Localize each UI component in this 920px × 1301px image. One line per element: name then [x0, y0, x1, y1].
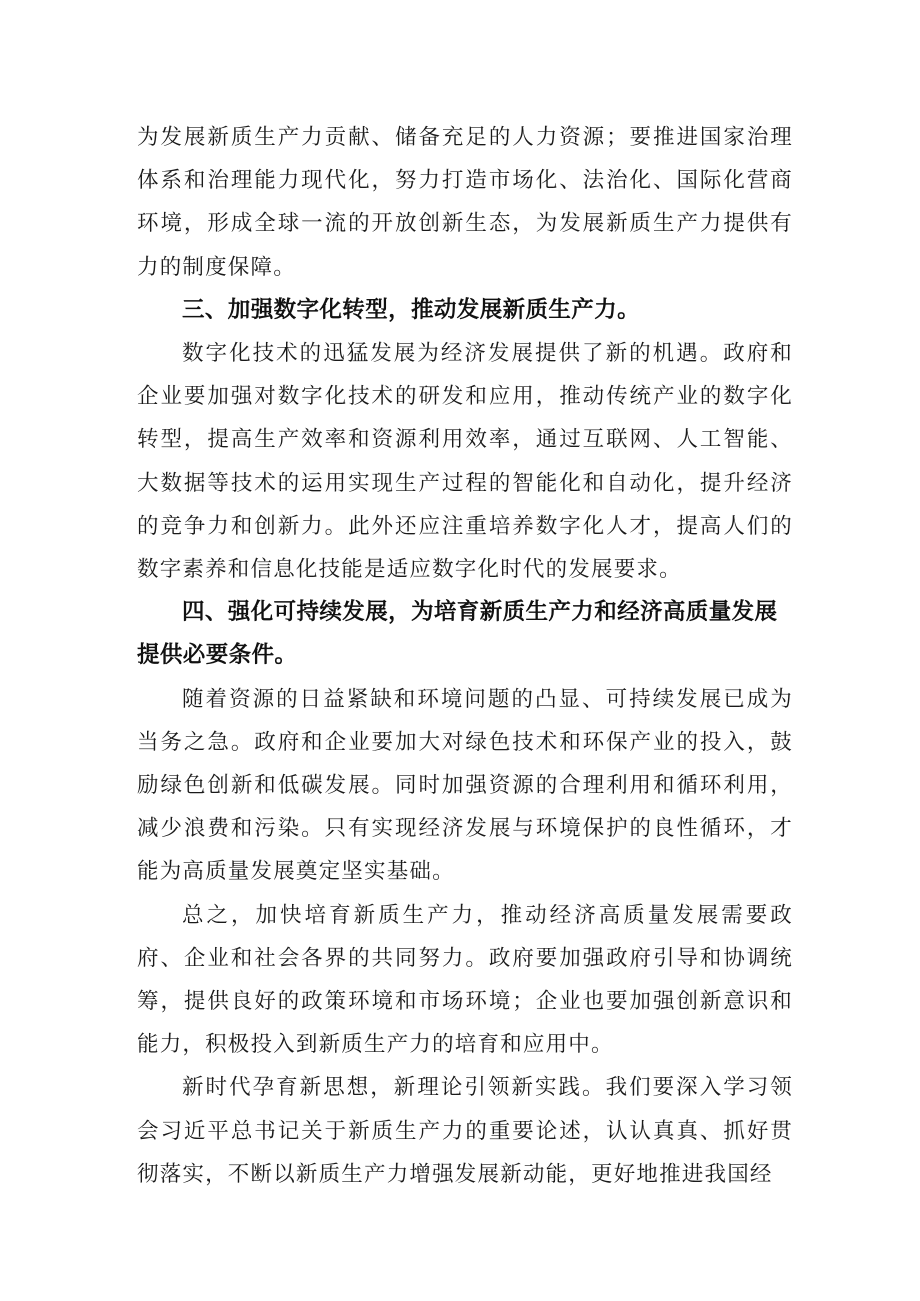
paragraph-new-era: 新时代孕育新思想，新理论引领新实践。我们要深入学习领会习近平总书记关于新质生产力的重要论述，认认真真、抓好贯彻落实，不断以新质生产力增强发展新动能，更好地推进我国经: [137, 1075, 793, 1187]
paragraph-digital-transformation: 数字化技术的迅猛发展为经济发展提供了新的机遇。政府和企业要加强对数字化技术的研发和应用，推动传统产业的数字化转型，提高生产效率和资源利用效率，通过互联网、人工智能、大数据等技术的运用实现生产过程的智能化和自动化，提升经济的竞争力和创新力。此外还应注重培养数字化人才，提高人们的数字素养和信息化技能是适应数字化时代的发展要求。: [137, 341, 793, 583]
document-body: [137, 116, 793, 1196]
paragraph-summary: 总之，加快培育新质生产力，推动经济高质量发展需要政府、企业和社会各界的共同努力。政府要加强政府引导和协调统筹，提供良好的政策环境和市场环境；企业也要加强创新意识和能力，积极投入到新质生产力的培育和应用中。: [137, 902, 793, 1058]
paragraph-sustainable-development: 随着资源的日益紧缺和环境问题的凸显、可持续发展已成为当务之急。政府和企业要加大对绿色技术和环保产业的投入，鼓励绿色创新和低碳发展。同时加强资源的合理利用和循环利用，减少浪费和污染。只有实现经济发展与环境保护的良性循环，才能为高质量发展奠定坚实基础。: [137, 686, 793, 885]
section-heading-3: 三、加强数字化转型，推动发展新质生产力。: [182, 296, 641, 323]
section-heading-4: 四、强化可持续发展，为培育新质生产力和经济高质量发展提供必要条件。: [137, 599, 778, 669]
paragraph-continuation: 为发展新质生产力贡献、储备充足的人力资源；要推进国家治理体系和治理能力现代化，努力打造市场化、法治化、国际化营商环境，形成全球一流的开放创新生态，为发展新质生产力提供有力的制度保障。: [137, 125, 793, 280]
